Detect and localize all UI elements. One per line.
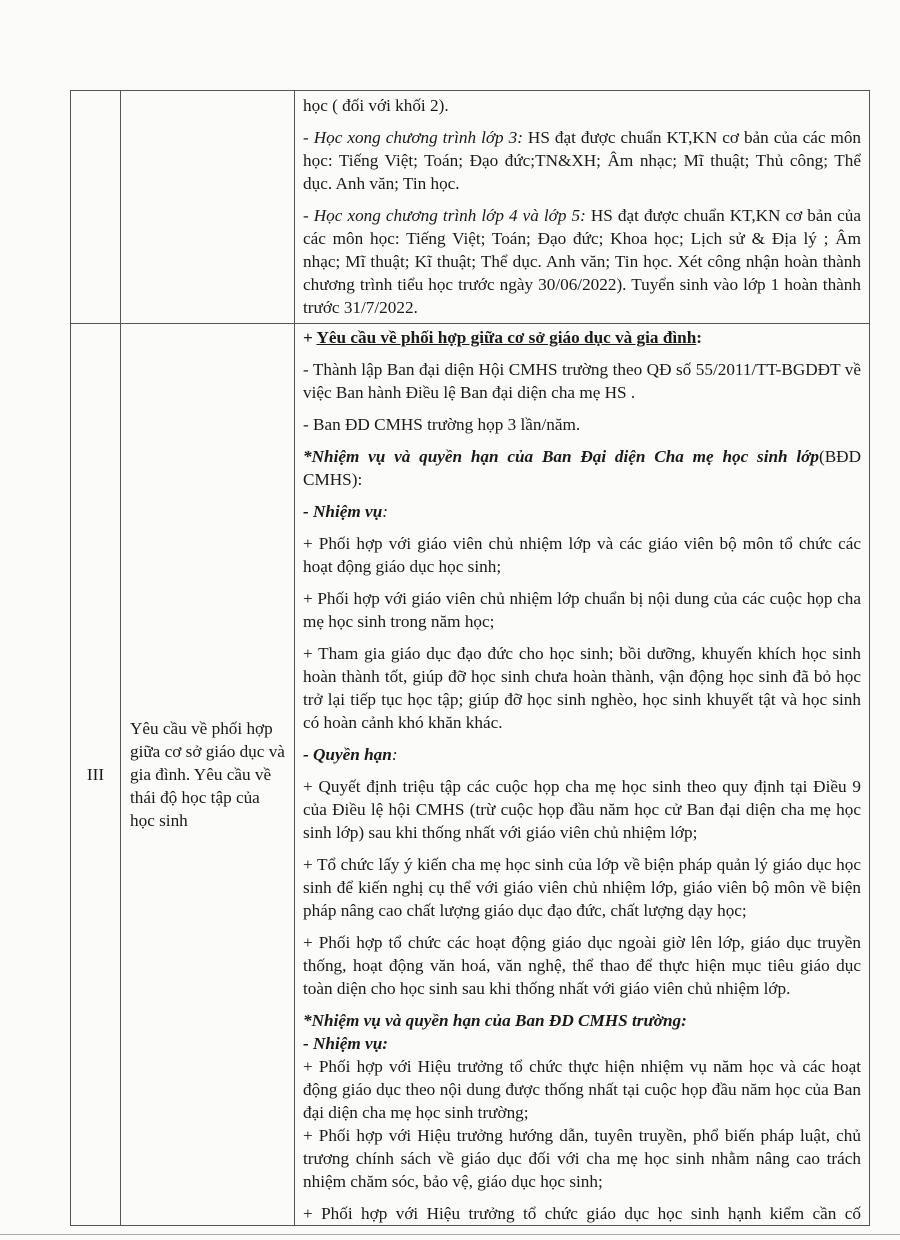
- duty-item: + Phối hợp với giáo viên chủ nhiệm lớp chuẩn bị nội dung của các cuộc họp cha mẹ học sinh trong năm học;: [303, 589, 861, 631]
- duty-item: + Tham gia giáo dục đạo đức cho học sinh; bồi dưỡng, khuyến khích học sinh hoàn thành tốt, giúp đỡ học sinh chưa hoàn thành, vận động học sinh đã bỏ học trở lại tiếp tục học tập; giúp đỡ học sinh nghèo, học sinh khuyết tật và học sinh có hoàn cảnh khó khăn khác.: [303, 644, 861, 732]
- heading-suffix: :: [696, 328, 703, 347]
- right-item: + Quyết định triệu tập các cuộc họp cha mẹ học sinh theo quy định tại Điều 9 của Điều lệ hội CMHS (trừ cuộc họp đầu năm học cử Ban đại diện cha mẹ học sinh lớp) sau khi thống nhất với giáo viên chủ nhiệm lớp;: [303, 777, 861, 842]
- table-row-iii: [71, 324, 870, 1226]
- school-duties-label: - Nhiệm vụ:: [303, 1034, 388, 1053]
- duties-colon: :: [382, 502, 388, 521]
- row-title-cell: Yêu cầu về phối hợp giữa cơ sở giáo dục và gia đình. Yêu cầu về thái độ học tập của học sinh: [121, 324, 295, 1226]
- class-heading-suffix: (BĐD CMHS):: [303, 447, 861, 489]
- paragraph: học ( đối với khối 2).: [303, 96, 449, 115]
- rights-label-text: - Quyền hạn: [303, 745, 392, 764]
- duty-item: + Phối hợp với giáo viên chủ nhiệm lớp và các giáo viên bộ môn tổ chức các hoạt động giáo dục học sinh;: [303, 534, 861, 576]
- heading-text: Yêu cầu về phối hợp giữa cơ sở giáo dục và gia đình: [316, 328, 697, 347]
- paragraph-grade45: [303, 204, 861, 319]
- duties-label: [303, 500, 861, 523]
- row-number-cell: [71, 91, 121, 324]
- row-content-cell: [295, 324, 870, 1226]
- row-title-cell: [121, 91, 295, 324]
- right-item: + Tổ chức lấy ý kiến cha mẹ học sinh của lớp về biện pháp quản lý giáo dục học sinh để kiến nghị cụ thể với giáo viên chủ nhiệm lớp, giáo viên bộ môn về biện pháp nâng cao chất lượng giáo dục đạo đức, chất lượng dạy học;: [303, 855, 861, 920]
- paragraph-grade3: [303, 126, 861, 195]
- heading-prefix: +: [303, 328, 317, 347]
- table-row-continued: [71, 91, 870, 324]
- right-item: + Phối hợp tổ chức các hoạt động giáo dục ngoài giờ lên lớp, giáo dục truyền thống, hoạt động văn hoá, văn nghệ, thể thao để thực hiện mục tiêu giáo dục toàn diện cho học sinh sau khi thống nhất với giáo viên chủ nhiệm lớp.: [303, 933, 861, 998]
- class-heading-text: *Nhiệm vụ và quyền hạn của Ban Đại diện Cha mẹ học sinh lớp: [303, 447, 819, 466]
- paragraph: - Ban ĐD CMHS trường họp 3 lần/năm.: [303, 415, 581, 434]
- paragraph-text: HS đạt được chuẩn KT,KN cơ bản của các môn học: Tiếng Việt; Toán; Đạo đức; Khoa học; Lịch sử & Địa lý ; Âm nhạc; Mĩ thuật; Kĩ thuật; Thể dục. Anh văn; Tin học. Xét công nhận hoàn thành chương trình tiểu học trước ngày 30/06/2022). Tuyển sinh vào lớp 1 hoàn thành trước 31/7/2022.: [303, 206, 861, 317]
- row-number-cell: III: [71, 324, 121, 1226]
- rights-colon: :: [391, 745, 398, 764]
- school-duty-item: + Phối hợp với Hiệu trưởng hướng dẫn, tuyên truyền, phổ biến pháp luật, chủ trương chính sách về giáo dục đối với cha mẹ học sinh nhằm nâng cao trách nhiệm chăm sóc, bảo vệ, giáo dục học sinh;: [303, 1126, 861, 1191]
- school-duty-item: + Phối hợp với Hiệu trưởng tổ chức thực hiện nhiệm vụ năm học và các hoạt động giáo dục theo nội dung được thống nhất tại cuộc họp đầu năm học của Ban đại diện cha mẹ học sinh trường;: [303, 1057, 861, 1122]
- school-heading: *Nhiệm vụ và quyền hạn của Ban ĐD CMHS trường:: [303, 1011, 687, 1030]
- class-heading: [303, 445, 861, 491]
- row-content-cell: [295, 91, 870, 324]
- paragraph-text: HS đạt được chuẩn KT,KN cơ bản của các môn học: Tiếng Việt; Toán; Đạo đức;TN&XH; Âm nhạc; Mĩ thuật; Thủ công; Thể dục. Anh văn; Tin học.: [303, 128, 862, 193]
- paragraph: - Thành lập Ban đại diện Hội CMHS trường theo QĐ số 55/2011/TT-BGDĐT về việc Ban hành Điều lệ Ban đại diện cha mẹ HS .: [303, 360, 861, 402]
- paragraph-lead: - Học xong chương trình lớp 3:: [303, 128, 523, 147]
- rights-label: [303, 743, 861, 766]
- duties-label-text: - Nhiệm vụ: [303, 502, 383, 521]
- plan-table: [70, 90, 870, 1226]
- school-duty-item: + Phối hợp với Hiệu trưởng tổ chức giáo dục học sinh hạnh kiểm cần cố: [303, 1204, 861, 1223]
- section-heading: [303, 326, 861, 349]
- scan-edge: [0, 1234, 900, 1235]
- paragraph-lead: - Học xong chương trình lớp 4 và lớp 5:: [303, 206, 586, 225]
